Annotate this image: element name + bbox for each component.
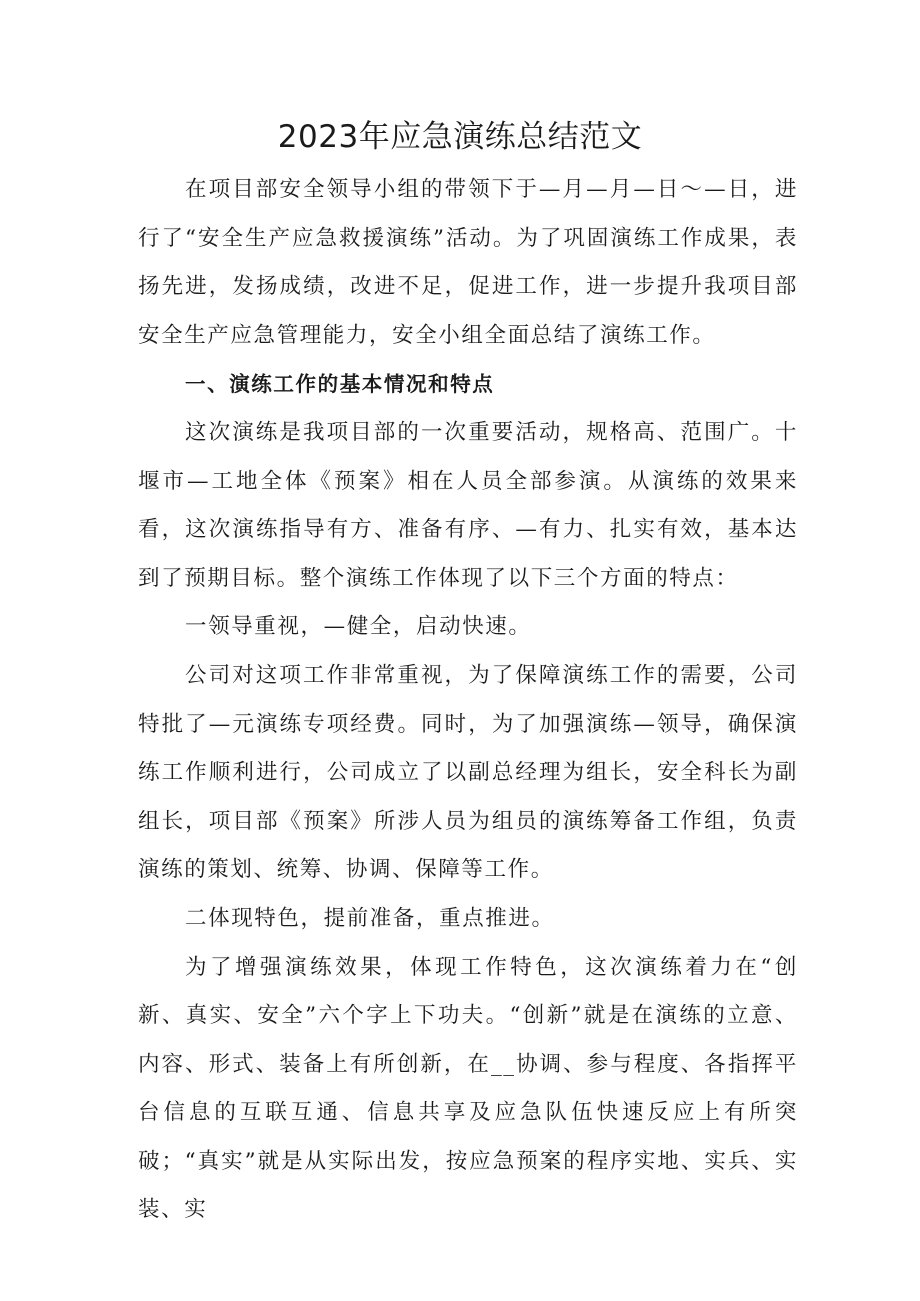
paragraph-leadership: 公司对这项工作非常重视，为了保障演练工作的需要，公司特批了—元演练专项经费。同时，为了加强演练—领导，确保演练工作顺利进行，公司成立了以副总经理为组长，安全科长为副组长，项目部《预案》所涉人员为组员的演练筹备工作组，负责演练的策划、统筹、协调、保障等工作。 xyxy=(138,662,798,883)
paragraph-overview: 这次演练是我项目部的一次重要活动，规格高、范围广。十堰市—工地全体《预案》相在人员全部参演。从演练的效果来看，这次演练指导有方、准备有序、—有力、扎实有效，基本达到了预期目标。整个演练工作体现了以下三个方面的特点： xyxy=(138,419,798,591)
paragraph-features: 为了增强演练效果，体现工作特色，这次演练着力在“创新、真实、安全”六个字上下功夫。“创新”就是在演练的立意、内容、形式、装备上有所创新，在__协调、参与程度、各指挥平台信息的互联互通、信息共享及应急队伍快速反应上有所突破；“真实”就是从实际出发，按应急预案的程序实地、实兵、实装、实 xyxy=(138,954,798,1223)
section-heading-1: 一、演练工作的基本情况和特点 xyxy=(185,372,495,397)
paragraph-intro: 在项目部安全领导小组的带领下于—月—月—日～—日，进行了“安全生产应急救援演练”活动。为了巩固演练工作成果，表扬先进，发扬成绩，改进不足，促进工作，进一步提升我项目部安全生产应急管理能力，安全小组全面总结了演练工作。 xyxy=(138,177,798,348)
document-body xyxy=(138,166,798,1235)
document-title: 2023年应急演练总结范文 xyxy=(277,119,643,155)
subheading-1: 一领导重视，—健全，启动快速。 xyxy=(185,614,532,640)
subheading-2: 二体现特色，提前准备，重点推进。 xyxy=(185,905,555,931)
